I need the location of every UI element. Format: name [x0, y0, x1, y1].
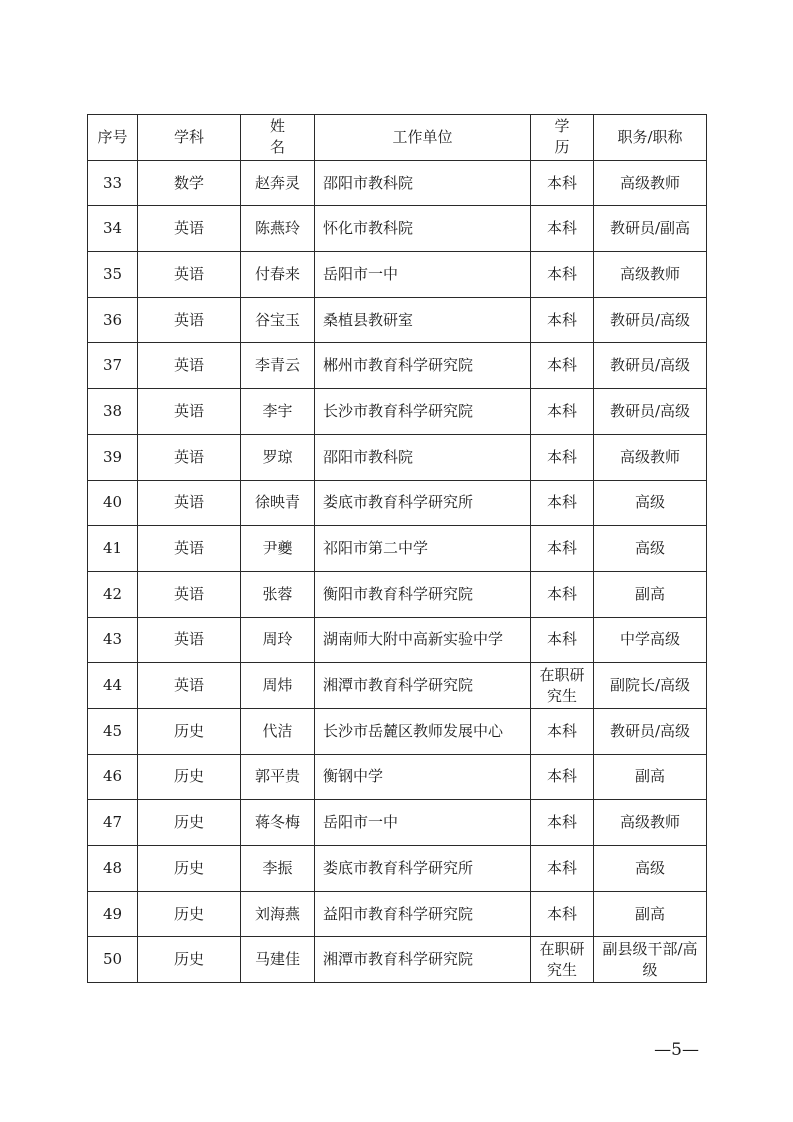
cell-title: 高级教师 [594, 800, 707, 846]
cell-no: 43 [88, 617, 138, 663]
cell-education: 本科 [531, 480, 594, 526]
header-name: 姓名 [241, 115, 315, 161]
cell-title: 副高 [594, 571, 707, 617]
cell-no: 36 [88, 297, 138, 343]
cell-no: 33 [88, 160, 138, 206]
cell-subject: 历史 [138, 800, 241, 846]
cell-education: 本科 [531, 617, 594, 663]
cell-subject: 历史 [138, 891, 241, 937]
cell-title: 高级教师 [594, 434, 707, 480]
cell-name: 马建佳 [241, 937, 315, 983]
cell-unit: 长沙市教育科学研究院 [315, 389, 531, 435]
cell-name: 尹夔 [241, 526, 315, 572]
table-row [88, 343, 707, 389]
cell-subject: 英语 [138, 343, 241, 389]
cell-education: 在职研究生 [531, 663, 594, 709]
cell-title: 教研员/副高 [594, 206, 707, 252]
cell-subject: 英语 [138, 617, 241, 663]
cell-name: 蒋冬梅 [241, 800, 315, 846]
table-header-row [88, 115, 707, 161]
cell-subject: 历史 [138, 937, 241, 983]
cell-education: 本科 [531, 891, 594, 937]
cell-title: 教研员/高级 [594, 343, 707, 389]
cell-unit: 衡阳市教育科学研究院 [315, 571, 531, 617]
cell-no: 38 [88, 389, 138, 435]
cell-unit: 邵阳市教科院 [315, 434, 531, 480]
cell-subject: 英语 [138, 526, 241, 572]
cell-no: 47 [88, 800, 138, 846]
cell-name: 李青云 [241, 343, 315, 389]
header-subject: 学科 [138, 115, 241, 161]
cell-no: 35 [88, 252, 138, 298]
cell-unit: 娄底市教育科学研究所 [315, 846, 531, 892]
cell-education: 本科 [531, 160, 594, 206]
cell-unit: 桑植县教研室 [315, 297, 531, 343]
cell-name: 代洁 [241, 708, 315, 754]
cell-subject: 英语 [138, 206, 241, 252]
cell-title: 副高 [594, 754, 707, 800]
table-row [88, 389, 707, 435]
cell-unit: 岳阳市一中 [315, 252, 531, 298]
cell-subject: 历史 [138, 846, 241, 892]
cell-unit: 衡钢中学 [315, 754, 531, 800]
table-row [88, 434, 707, 480]
cell-title: 教研员/高级 [594, 297, 707, 343]
cell-title: 高级教师 [594, 160, 707, 206]
cell-no: 45 [88, 708, 138, 754]
personnel-table [87, 114, 707, 983]
cell-education: 本科 [531, 846, 594, 892]
cell-name: 谷宝玉 [241, 297, 315, 343]
cell-education: 本科 [531, 389, 594, 435]
cell-title: 教研员/高级 [594, 389, 707, 435]
cell-education: 本科 [531, 252, 594, 298]
table-row [88, 297, 707, 343]
table-row [88, 252, 707, 298]
header-title: 职务/职称 [594, 115, 707, 161]
cell-title: 教研员/高级 [594, 708, 707, 754]
cell-education: 本科 [531, 526, 594, 572]
cell-name: 李宇 [241, 389, 315, 435]
cell-name: 刘海燕 [241, 891, 315, 937]
cell-unit: 湖南师大附中高新实验中学 [315, 617, 531, 663]
cell-unit: 湘潭市教育科学研究院 [315, 663, 531, 709]
table-row [88, 160, 707, 206]
cell-unit: 岳阳市一中 [315, 800, 531, 846]
cell-no: 39 [88, 434, 138, 480]
cell-subject: 英语 [138, 297, 241, 343]
cell-education: 本科 [531, 571, 594, 617]
cell-subject: 英语 [138, 663, 241, 709]
cell-name: 李振 [241, 846, 315, 892]
cell-title: 高级 [594, 846, 707, 892]
cell-unit: 益阳市教育科学研究院 [315, 891, 531, 937]
cell-name: 徐映青 [241, 480, 315, 526]
table-row [88, 937, 707, 983]
cell-name: 周玲 [241, 617, 315, 663]
table-row [88, 480, 707, 526]
cell-title: 副高 [594, 891, 707, 937]
cell-no: 50 [88, 937, 138, 983]
cell-name: 郭平贵 [241, 754, 315, 800]
page-number: —5— [654, 1040, 699, 1060]
cell-title: 中学高级 [594, 617, 707, 663]
cell-unit: 怀化市教科院 [315, 206, 531, 252]
cell-education: 本科 [531, 754, 594, 800]
cell-subject: 英语 [138, 252, 241, 298]
cell-education: 本科 [531, 343, 594, 389]
cell-education: 本科 [531, 434, 594, 480]
cell-subject: 历史 [138, 708, 241, 754]
cell-unit: 湘潭市教育科学研究院 [315, 937, 531, 983]
cell-subject: 英语 [138, 480, 241, 526]
cell-no: 40 [88, 480, 138, 526]
header-no: 序号 [88, 115, 138, 161]
cell-subject: 数学 [138, 160, 241, 206]
cell-title: 高级 [594, 526, 707, 572]
cell-education: 本科 [531, 708, 594, 754]
cell-education: 本科 [531, 297, 594, 343]
cell-title: 高级 [594, 480, 707, 526]
cell-no: 49 [88, 891, 138, 937]
cell-name: 付春来 [241, 252, 315, 298]
cell-title: 高级教师 [594, 252, 707, 298]
cell-no: 48 [88, 846, 138, 892]
table-row [88, 571, 707, 617]
cell-subject: 英语 [138, 571, 241, 617]
table-row [88, 206, 707, 252]
header-unit: 工作单位 [315, 115, 531, 161]
cell-no: 37 [88, 343, 138, 389]
cell-name: 周炜 [241, 663, 315, 709]
table-row [88, 663, 707, 709]
table-row [88, 846, 707, 892]
cell-subject: 历史 [138, 754, 241, 800]
cell-name: 罗琼 [241, 434, 315, 480]
cell-title: 副院长/高级 [594, 663, 707, 709]
cell-name: 赵奔灵 [241, 160, 315, 206]
cell-unit: 邵阳市教科院 [315, 160, 531, 206]
cell-no: 41 [88, 526, 138, 572]
cell-unit: 娄底市教育科学研究所 [315, 480, 531, 526]
cell-name: 陈燕玲 [241, 206, 315, 252]
table-row [88, 708, 707, 754]
table-row [88, 526, 707, 572]
cell-unit: 郴州市教育科学研究院 [315, 343, 531, 389]
table-row [88, 891, 707, 937]
header-education: 学历 [531, 115, 594, 161]
cell-no: 42 [88, 571, 138, 617]
table-row [88, 617, 707, 663]
cell-education: 本科 [531, 206, 594, 252]
cell-no: 34 [88, 206, 138, 252]
cell-title: 副县级干部/高级 [594, 937, 707, 983]
cell-subject: 英语 [138, 434, 241, 480]
table-row [88, 800, 707, 846]
cell-unit: 长沙市岳麓区教师发展中心 [315, 708, 531, 754]
table-row [88, 754, 707, 800]
cell-subject: 英语 [138, 389, 241, 435]
cell-education: 本科 [531, 800, 594, 846]
cell-name: 张蓉 [241, 571, 315, 617]
cell-no: 46 [88, 754, 138, 800]
cell-no: 44 [88, 663, 138, 709]
cell-education: 在职研究生 [531, 937, 594, 983]
cell-unit: 祁阳市第二中学 [315, 526, 531, 572]
